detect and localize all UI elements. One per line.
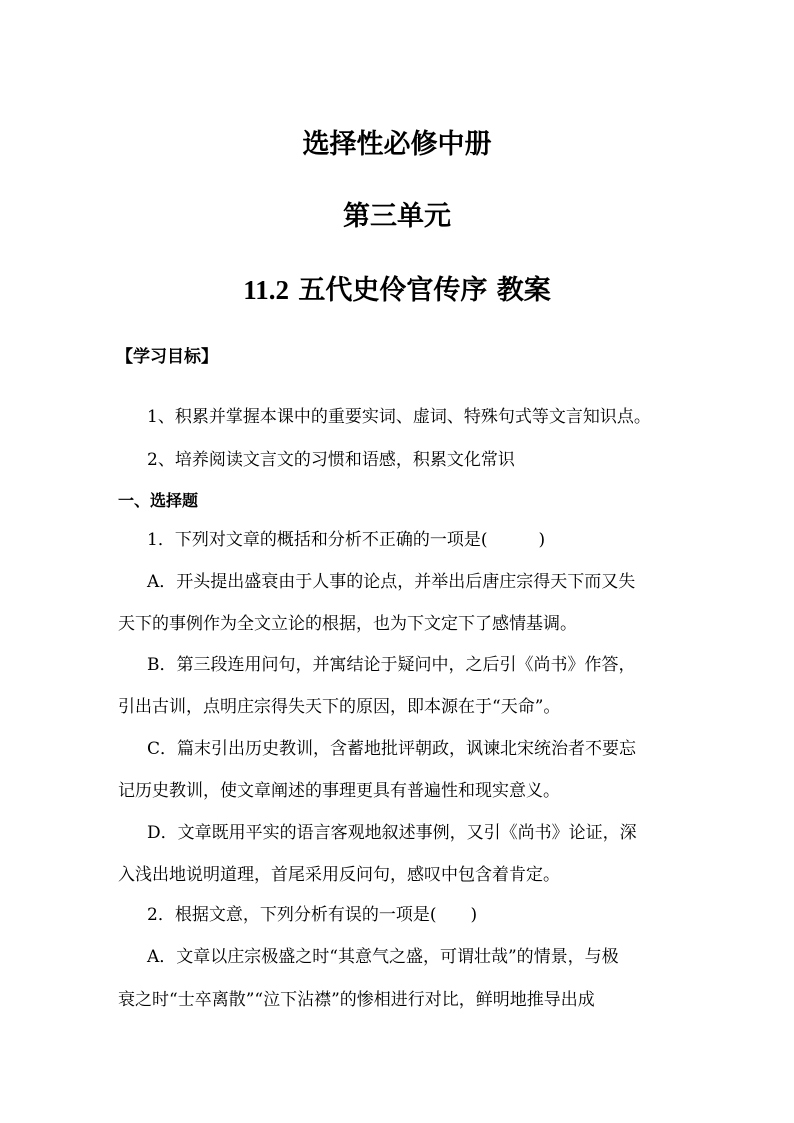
question-1-option-d-line-1: D．文章既用平实的语言客观地叙述事例，又引《尚书》论证，深 [147,823,637,843]
question-1-option-d-line-2: 入浅出地说明道理，首尾采用反问句，感叹中包含着肯定。 [118,865,560,885]
section-heading-choice: 一、选择题 [118,491,199,510]
question-1-option-c-line-1: C．篇末引出历史教训，含蓄地批评朝政，讽谏北宋统治者不要忘 [147,739,637,759]
objectives-heading: 【学习目标】 [116,347,218,367]
question-2-option-a-line-1: A．文章以庄宗极盛之时“其意气之盛，可谓壮哉”的情景，与极 [147,947,619,967]
question-1-option-a-line-2: 天下的事例作为全文立论的根据，也为下文定下了感情基调。 [118,614,577,634]
unit-title: 第三单元 [343,201,451,232]
question-2-option-a-line-2: 衰之时“士卒离散”“泣下沾襟”的惨相进行对比，鲜明地推导出成 [118,990,595,1010]
lesson-number: 11.2 [243,275,289,305]
lesson-suffix: 教案 [496,275,551,306]
lesson-title [0,273,794,308]
question-1-option-b-line-2: 引出古训，点明庄宗得失天下的原因，即本源在于“天命”。 [118,697,561,717]
objective-item-2: 2、培养阅读文言文的习惯和语感，积累文化常识 [147,450,515,470]
question-1-stem: 1．下列对文章的概括和分析不正确的一项是( ) [147,530,546,550]
question-1-option-a-line-1: A．开头提出盛衰由于人事的论点，并举出后唐庄宗得天下而又失 [147,572,636,592]
objective-item-1: 1、积累并掌握本课中的重要实词、虚词、特殊句式等文言知识点。 [147,407,651,427]
question-1-option-b-line-1: B．第三段连用问句，并寓结论于疑问中，之后引《尚书》作答， [147,655,636,675]
lesson-name: 五代史伶官传序 [298,275,488,306]
document-title: 选择性必修中册 [302,129,492,160]
question-2-stem: 2．根据文意，下列分析有误的一项是( ) [147,905,478,925]
question-1-option-c-line-2: 记历史教训，使文章阐述的事理更具有普遍性和现实意义。 [118,781,560,801]
